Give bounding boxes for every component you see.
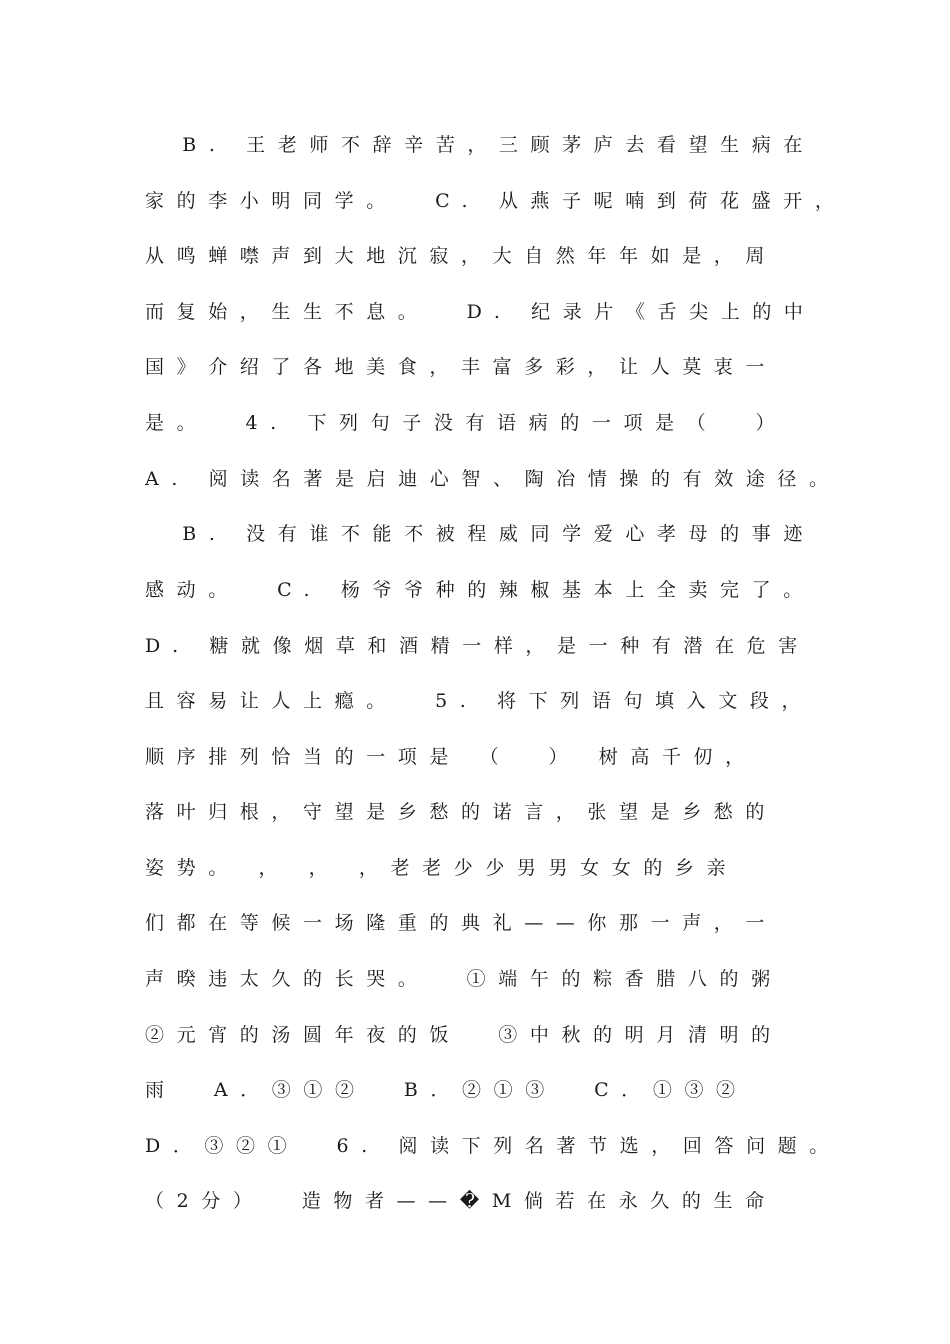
text-line-8: B. 没有谁不能不被程威同学爱心孝母的事迹 [145, 523, 815, 545]
text-line-2: 家的李小明同学。 C. 从燕子呢喃到荷花盛开， [145, 190, 847, 212]
text-line-19: D．③②① 6. 阅读下列名著节选，回答问题。 [145, 1135, 841, 1157]
text-line-14: 姿势。 ， ， ，老老少少男男女女的乡亲 [145, 857, 739, 879]
text-line-20: （2分） 造物者——�M倘若在永久的生命 [145, 1190, 777, 1212]
text-line-5: 国》介绍了各地美食，丰富多彩，让人莫衷一 [145, 356, 778, 378]
text-line-1: B. 王老师不辞辛苦，三顾茅庐去看望生病在 [145, 134, 815, 156]
text-line-12: 顺序排列恰当的一项是 （ ） 树高千仞， [145, 746, 757, 768]
text-line-10: D. 糖就像烟草和酒精一样，是一种有潜在危害 [145, 635, 810, 657]
text-line-9: 感动。 C. 杨爷爷种的辣椒基本上全卖完了。 [145, 579, 815, 601]
text-line-15: 们都在等候一场隆重的典礼——你那一声，一 [145, 912, 778, 934]
text-line-16: 声暌违太久的长哭。 ①端午的粽香腊八的粥 [145, 968, 783, 990]
text-line-13: 落叶归根，守望是乡愁的诺言，张望是乡愁的 [145, 801, 778, 823]
text-line-17: ②元宵的汤圆年夜的饭 ③中秋的明月清明的 [145, 1024, 783, 1046]
text-line-11: 且容易让人上瘾。 5. 将下列语句填入文段， [145, 690, 814, 712]
text-line-3: 从鸣蝉噤声到大地沉寂，大自然年年如是，周 [145, 245, 778, 267]
text-line-18: 雨 A．③①② B．②①③ C．①③② [145, 1079, 748, 1101]
text-line-4: 而复始，生生不息。 D. 纪录片《舌尖上的中 [145, 301, 816, 323]
text-line-7: A. 阅读名著是启迪心智、陶冶情操的有效途径。 [145, 468, 841, 490]
text-line-6: 是。 4. 下列句子没有语病的一项是（ ） [145, 412, 788, 434]
